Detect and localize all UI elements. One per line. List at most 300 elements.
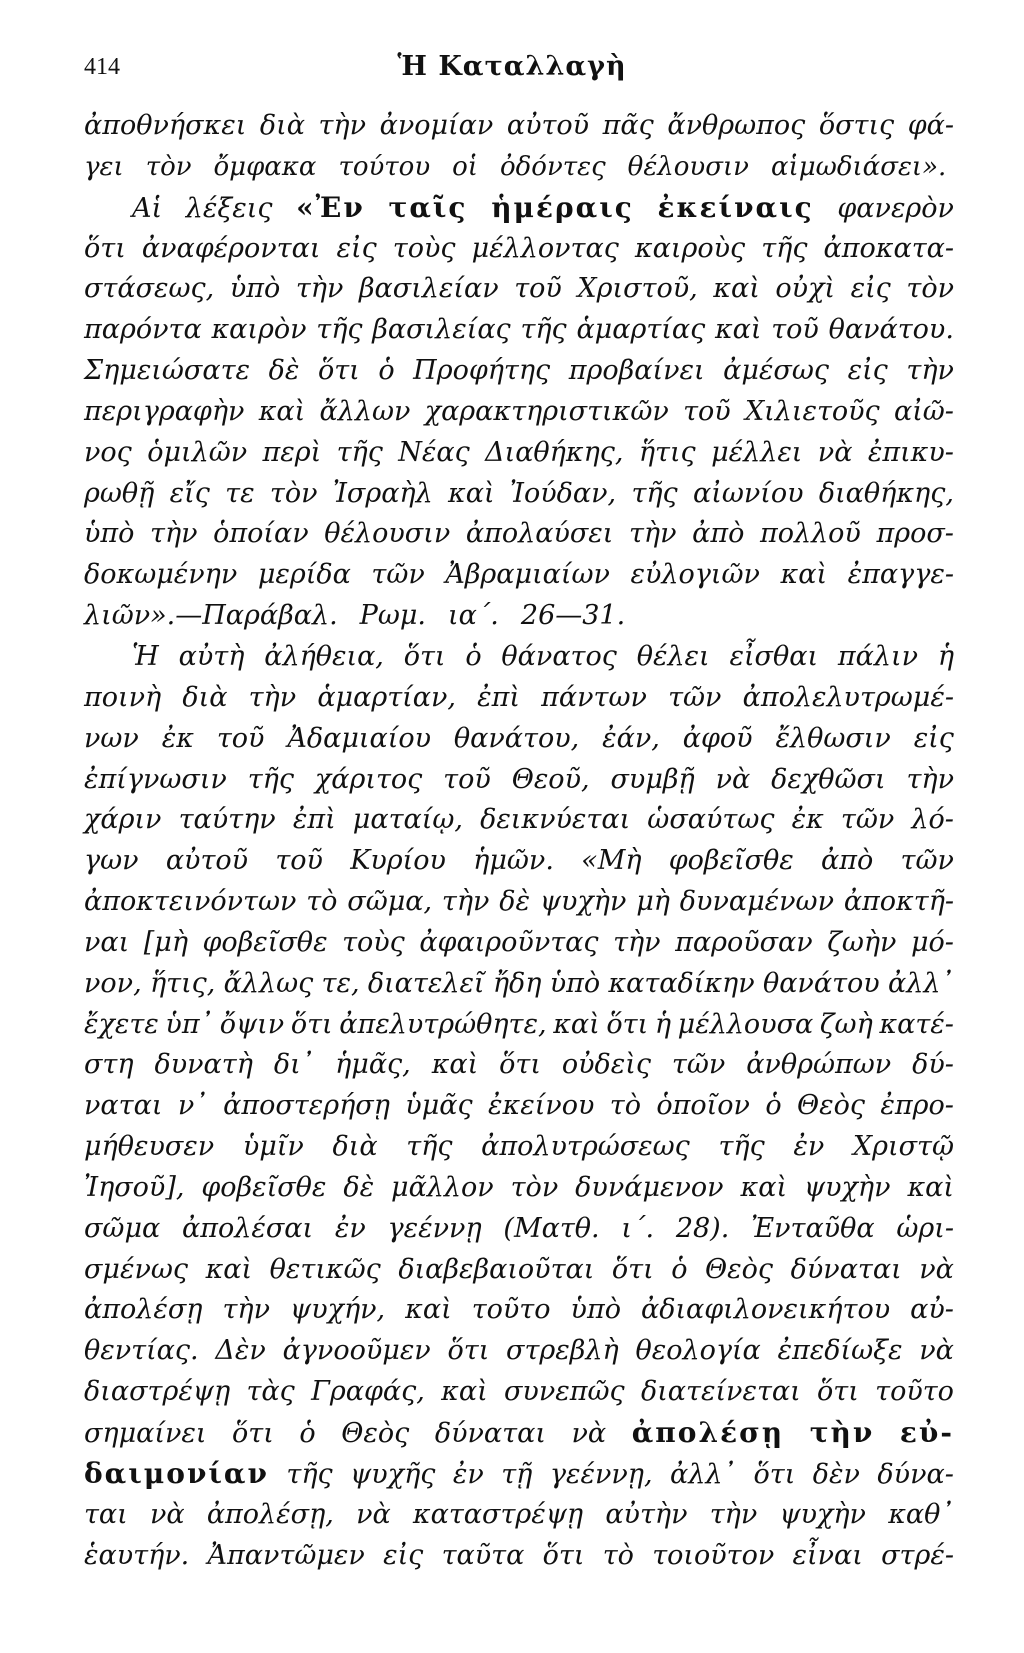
word: ὑπ᾽ <box>165 1008 214 1040</box>
text-line <box>84 1250 954 1291</box>
word: στρέ- <box>881 1539 954 1571</box>
word: καὶ <box>780 559 828 591</box>
word: ὅτι <box>290 1008 333 1040</box>
word: τὴν <box>150 518 198 550</box>
text-line <box>84 310 954 351</box>
text-line <box>84 269 954 310</box>
word: ἀφαιροῦντας <box>419 926 599 958</box>
word: σημαίνει <box>84 1418 207 1449</box>
word: χάριν <box>84 804 162 836</box>
text-line <box>84 596 954 637</box>
word: τοιοῦτον <box>652 1539 775 1571</box>
word: Ἰσραὴλ <box>332 477 433 509</box>
word: ὅτι <box>817 1376 859 1408</box>
word: πάντων <box>541 681 647 713</box>
word: ὅτι <box>403 640 446 672</box>
word: τῶν <box>371 559 425 591</box>
word: θετικῶς <box>269 1253 381 1285</box>
word: σῶμα <box>84 1212 161 1244</box>
word: τὸν <box>269 477 318 509</box>
word: ἀπολέσαι <box>182 1212 314 1244</box>
word: πάλιν <box>837 640 918 672</box>
word: δεικνύεται <box>480 804 631 836</box>
text-line <box>84 760 954 801</box>
word: λιῶν».—Παράβαλ. <box>84 600 338 632</box>
word: ὑπὸ <box>229 273 281 305</box>
word: ζωὴν <box>827 926 897 958</box>
page-header <box>0 50 1024 90</box>
word: Θεοῦ, <box>511 763 590 795</box>
word: ἀπολέσῃ <box>84 1294 203 1326</box>
word: τῆς <box>520 314 567 346</box>
word: θάνατος <box>501 640 617 672</box>
word: ἀποθνήσκει <box>84 110 247 141</box>
word: [μὴ <box>143 926 189 958</box>
word: καὶ <box>714 314 762 346</box>
word: περὶ <box>262 436 322 468</box>
word: ἀπολέσῃ <box>631 1416 785 1449</box>
word: δύναται <box>434 1418 546 1449</box>
word: νὰ <box>149 1498 185 1530</box>
word: Αἱ <box>132 192 163 224</box>
word: διαθήκης, <box>818 477 954 509</box>
word: Νέας <box>398 436 470 468</box>
word: γεέννῃ <box>387 1212 482 1244</box>
word: διατελεῖ <box>367 967 485 999</box>
word: νὰ <box>919 1335 954 1367</box>
word: εἰς <box>850 273 891 305</box>
word: ἡ <box>937 640 954 672</box>
word: ἐπαγγε- <box>847 559 954 591</box>
word: γει <box>84 151 124 182</box>
word: δὲ <box>499 886 531 918</box>
word: τοῦ <box>275 845 323 877</box>
word: δύ- <box>912 1049 954 1081</box>
word: προβαίνει <box>568 355 705 387</box>
word: ψυχὴν <box>779 1498 866 1530</box>
page-number: 414 <box>84 54 120 80</box>
word: ὑπὸ <box>84 518 135 550</box>
word: τῆς <box>336 436 383 468</box>
word: δοκωμένην <box>84 559 238 591</box>
word: θεολογία <box>635 1335 761 1367</box>
word: εἰς <box>383 1539 424 1571</box>
word: ὁ <box>671 1253 688 1285</box>
word: ἡ <box>654 1008 672 1040</box>
word: ψυχὴν <box>539 886 627 918</box>
text-line <box>84 800 954 841</box>
text-line <box>84 964 954 1005</box>
word: «Ἐν <box>296 190 365 224</box>
word: ποινὴ <box>84 681 162 713</box>
word: φανερὸν <box>837 192 954 224</box>
word: ἐν <box>793 1131 825 1163</box>
word: πολλοῦ <box>759 518 861 550</box>
text-line <box>84 188 954 229</box>
word: Ἀβραμιαίων <box>445 559 610 591</box>
word: βασιλείαν <box>358 273 499 305</box>
word: μὴ <box>636 886 670 918</box>
word: τῆς <box>286 1458 333 1490</box>
word: ὁ <box>299 1418 316 1449</box>
text-line <box>84 719 954 760</box>
word: ὅτι <box>753 1458 796 1490</box>
word: φοβεῖσθε <box>668 845 794 877</box>
word: Χριστῷ <box>852 1131 954 1163</box>
word: ἀπολέσῃ, <box>206 1498 334 1530</box>
word: ταύτην <box>178 804 276 836</box>
word: Δὲν <box>215 1335 266 1367</box>
word: Ἰησοῦ], <box>84 1171 185 1203</box>
word: ψυχῆς <box>350 1458 436 1490</box>
word: ὁμιλῶν <box>147 436 248 468</box>
word: φοβεῖσθε <box>201 1171 327 1203</box>
word: δὲ <box>268 355 300 387</box>
word: καταστρέψῃ <box>412 1498 584 1530</box>
word: τὴν <box>613 926 661 958</box>
word: δὲ <box>343 1171 375 1203</box>
word: διὰ <box>259 110 305 141</box>
word: ἀγνοοῦμεν <box>282 1335 431 1367</box>
word: προσ- <box>876 518 954 550</box>
word: νος <box>84 436 132 468</box>
word: ὅτι <box>84 232 126 264</box>
text-line <box>84 841 954 882</box>
word: ὁ <box>765 1090 782 1122</box>
word: κατέ- <box>879 1008 954 1040</box>
word: φοβεῖσθε <box>202 926 328 958</box>
word: τοῦτο <box>875 1376 954 1408</box>
word: ἀμέσως <box>723 355 829 387</box>
word: ἀλλ᾽ <box>670 1458 737 1490</box>
word: γεέννῃ, <box>549 1458 653 1490</box>
word: τοῦ <box>514 273 562 305</box>
word: αὐτὴν <box>605 1498 688 1530</box>
word: ἀλήθεια, <box>264 640 384 672</box>
word: δυνάμενον <box>575 1171 724 1203</box>
word: ἥτις, <box>149 967 216 999</box>
word: ἀλλ᾽ <box>887 967 954 999</box>
word: ἀδιαφιλονεικήτου <box>640 1294 891 1326</box>
word: τοῦτο <box>471 1294 551 1326</box>
word: ἀποστερήσῃ <box>223 1090 390 1122</box>
word: δι᾽ <box>273 1049 315 1081</box>
word: τὸν <box>906 273 954 305</box>
word: μέλλοντας <box>471 232 619 264</box>
word: ὄψιν <box>219 1008 285 1040</box>
word: σμένως <box>84 1253 189 1285</box>
text-line <box>84 1209 954 1250</box>
word: αἰωνίου <box>693 477 804 509</box>
text-line <box>84 1454 954 1495</box>
word: στη <box>84 1049 134 1081</box>
word: Ρωμ. <box>359 600 426 632</box>
word: εἰς <box>336 232 377 264</box>
word: διατείνεται <box>640 1376 801 1408</box>
word: διαβεβαιοῦται <box>398 1253 595 1285</box>
word: χάριτος <box>314 763 423 795</box>
word: τὸ <box>306 886 338 918</box>
word: τοῦ <box>216 722 265 754</box>
word: θανάτου <box>762 967 880 999</box>
word: 26—31. <box>520 600 626 632</box>
word: τὴν <box>248 681 297 713</box>
word: τῆς <box>761 232 808 264</box>
word: Κυρίου <box>350 845 446 877</box>
text-line <box>84 1331 954 1372</box>
word: ὡσαύτως <box>647 804 775 836</box>
word: ὄμφακα <box>213 151 317 182</box>
word: Χριστοῦ, <box>577 273 698 305</box>
running-title: Ἡ Καταλλαγὴ <box>397 51 627 82</box>
word: οὐχὶ <box>775 273 836 305</box>
word: ἀνθρώπων <box>746 1049 892 1081</box>
word: ἐπὶ <box>292 804 336 836</box>
word: ὅτι <box>317 355 360 387</box>
text-line <box>84 678 954 719</box>
word: ὅτι <box>447 1335 490 1367</box>
word: καὶ <box>205 1253 253 1285</box>
word: ι΄. <box>621 1212 655 1244</box>
text-line <box>84 882 954 923</box>
word: δύνα- <box>877 1458 954 1490</box>
text-line <box>84 229 954 270</box>
word: Ἀδαμιαίου <box>287 722 431 754</box>
word: καὶ <box>740 1171 788 1203</box>
word: ἔχετε <box>84 1008 159 1040</box>
word: πᾶς <box>602 110 654 141</box>
word: τὰς <box>246 1376 295 1408</box>
word: ἀνομίαν <box>379 110 494 141</box>
word: στρεβλὴ <box>506 1335 619 1367</box>
word: ἀφοῦ <box>682 722 753 754</box>
word: λέξεις <box>185 192 273 224</box>
word: θέλει <box>636 640 710 672</box>
text-line <box>84 923 954 964</box>
word: νὰ <box>919 1253 954 1285</box>
word: ἐκ <box>161 722 194 754</box>
text-line <box>84 433 954 474</box>
word: νὰ <box>715 763 751 795</box>
word: ἐπὶ <box>477 681 520 713</box>
word: ματαίῳ, <box>352 804 463 836</box>
word: καὶ <box>431 1049 479 1081</box>
word: Διαθήκης, <box>485 436 624 468</box>
word: γων <box>84 845 139 877</box>
word: ἔλθωσιν <box>775 722 891 754</box>
word: Σημειώσατε <box>84 355 250 387</box>
text-line <box>84 1413 954 1454</box>
word: ἁμαρτίας <box>576 314 706 346</box>
word: ια΄. <box>447 600 499 632</box>
word: αὐ- <box>910 1294 954 1326</box>
text-line <box>84 1086 954 1127</box>
word: νὰ <box>817 436 853 468</box>
word: τῇ <box>501 1458 533 1490</box>
word: καὶ <box>713 273 760 305</box>
word: διὰ <box>182 681 228 713</box>
word: Θεὸς <box>705 1253 774 1285</box>
word: ἄλλως <box>223 967 314 999</box>
word: ν᾽ <box>177 1090 208 1122</box>
text-line <box>84 1168 954 1209</box>
word: ἑαυτήν. <box>84 1539 190 1571</box>
word: δαιμονίαν <box>84 1456 269 1490</box>
text-line <box>84 474 954 515</box>
word: βασιλείας <box>372 314 511 346</box>
word: συμβῇ <box>610 763 695 795</box>
word: εἰς <box>847 355 888 387</box>
word: παρόντα <box>84 314 202 346</box>
word: τὴν <box>628 518 677 550</box>
word: τὴν <box>318 110 367 141</box>
word: ὁ <box>378 355 395 387</box>
word: ναι <box>84 926 130 958</box>
word: αὐτὴ <box>178 640 245 672</box>
word: εὐ- <box>899 1416 954 1449</box>
word: ἄλλων <box>319 395 411 427</box>
word: εἰς <box>913 722 954 754</box>
word: συνεπῶς <box>503 1376 625 1408</box>
word: τοῦ <box>683 395 731 427</box>
word: ὑμᾶς <box>405 1090 473 1122</box>
word: ἀπὸ <box>821 845 874 877</box>
word: ἐν <box>334 1212 366 1244</box>
word: τοῦ <box>771 314 819 346</box>
word: Γραφάς, <box>311 1376 425 1408</box>
word: τε <box>225 477 255 509</box>
text-line <box>84 637 954 678</box>
word: τῆς <box>406 1131 453 1163</box>
word: εἴς <box>169 477 210 509</box>
word: ἀποκτεινόντων <box>84 886 297 918</box>
word: δεχθῶσι <box>771 763 886 795</box>
word: τῆς <box>631 477 678 509</box>
word: θεντίας. <box>84 1335 199 1367</box>
word: καὶ <box>405 1294 452 1326</box>
word: μερίδα <box>257 559 351 591</box>
text-line <box>84 1372 954 1413</box>
word: ὑμῖν <box>242 1131 304 1163</box>
text-line <box>84 514 954 555</box>
word: ψυχήν, <box>290 1294 386 1326</box>
word: Ἰούδαν, <box>509 477 617 509</box>
word: δυναμένων <box>679 886 834 918</box>
word: εἶσθαι <box>729 640 819 672</box>
word: καὶ <box>258 395 306 427</box>
text-line <box>84 106 954 147</box>
word: ὑπὸ <box>549 967 601 999</box>
word: ἀποκτῆ- <box>843 886 954 918</box>
word: ἀπὸ <box>692 518 745 550</box>
word: νὰ <box>356 1498 391 1530</box>
word: ζωὴ <box>819 1008 873 1040</box>
word: ὁ <box>465 640 482 672</box>
word: τὴν <box>809 1416 875 1449</box>
word: Θεὸς <box>341 1418 410 1449</box>
word: τὸν <box>145 151 192 182</box>
word: μέλλουσα <box>677 1008 814 1040</box>
word: τῆς <box>718 1131 765 1163</box>
word: νὰ <box>571 1418 607 1449</box>
word: ἡμᾶς, <box>335 1049 411 1081</box>
word: ἐπρο- <box>880 1090 954 1122</box>
word: αἰῶ- <box>893 395 954 427</box>
word: τὴν <box>906 763 954 795</box>
word: αἱμωδιάσει». <box>770 151 947 182</box>
word: παροῦσαν <box>675 926 813 958</box>
text-line <box>84 1005 954 1046</box>
word: τὸ <box>609 1090 641 1122</box>
word: φά- <box>907 110 954 141</box>
word: ὅτι <box>542 1539 585 1571</box>
word: αὐτοῦ <box>165 845 249 877</box>
word: χαρακτηριστικῶν <box>424 395 669 427</box>
word: τὴν <box>906 355 954 387</box>
word: μᾶλλον <box>391 1171 494 1203</box>
word: «Μὴ <box>581 845 642 877</box>
word: ὑπὸ <box>570 1294 621 1326</box>
word: θέλουσιν <box>324 518 451 550</box>
word: ὡρι- <box>896 1212 954 1244</box>
word: Ἡ <box>132 640 159 672</box>
word: καιροὺς <box>634 232 746 264</box>
word: ὀδόντες <box>500 151 606 182</box>
word: τὴν <box>441 886 490 918</box>
word: ρωθῇ <box>84 477 155 509</box>
word: τοὺς <box>342 926 405 958</box>
word: ἤδη <box>492 967 542 999</box>
text-line <box>84 392 954 433</box>
word: (Ματθ. <box>503 1212 600 1244</box>
word: ταῖς <box>388 190 468 224</box>
body-text <box>84 106 954 1576</box>
word: ἀναφέρονται <box>141 232 321 264</box>
word: μέλλει <box>711 436 803 468</box>
word: ἡμέραις <box>491 190 634 224</box>
word: τῆς <box>316 314 363 346</box>
word: τῆς <box>247 763 294 795</box>
word: εἶναι <box>792 1539 863 1571</box>
word: ὅτι <box>606 1008 649 1040</box>
word: ἀπολυτρώσεως <box>481 1131 690 1163</box>
word: εὐλογιῶν <box>630 559 760 591</box>
text-line <box>84 1045 954 1086</box>
word: αὐτοῦ <box>506 110 590 141</box>
word: στάσεως, <box>84 273 215 305</box>
word: ναται <box>84 1090 163 1122</box>
word: καὶ <box>553 1008 600 1040</box>
word: ἐκείνου <box>488 1090 595 1122</box>
word: Προφήτης <box>413 355 551 387</box>
word: τῶν <box>900 845 954 877</box>
word: οἱ <box>452 151 478 182</box>
word: τὸ <box>602 1539 634 1571</box>
word: διαστρέψῃ <box>84 1376 231 1408</box>
word: Θεὸς <box>797 1090 866 1122</box>
word: διὰ <box>332 1131 378 1163</box>
word: νων <box>84 722 139 754</box>
word: ἐκ <box>791 804 824 836</box>
word: ἐκείναις <box>657 190 814 224</box>
word: περιγραφὴν <box>84 395 245 427</box>
word: τὴν <box>709 1498 758 1530</box>
word: καταδίκην <box>608 967 755 999</box>
text-line <box>84 1127 954 1168</box>
word: καὶ <box>448 477 495 509</box>
word: ἀπολαύσει <box>465 518 614 550</box>
word: καὶ <box>441 1376 488 1408</box>
